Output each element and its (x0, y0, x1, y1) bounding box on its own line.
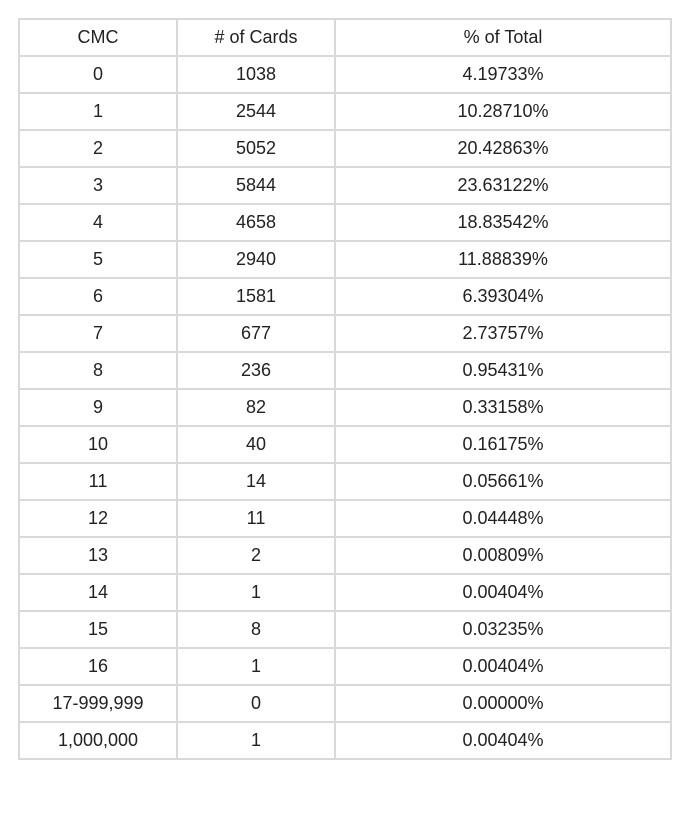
table-body (19, 56, 671, 759)
cell-cmc: 13 (19, 537, 177, 574)
cell-card-count: 1 (177, 722, 335, 759)
cell-percent-total: 0.04448% (335, 500, 671, 537)
cell-cmc: 5 (19, 241, 177, 278)
cell-cmc: 12 (19, 500, 177, 537)
cell-cmc: 1,000,000 (19, 722, 177, 759)
cell-cmc: 4 (19, 204, 177, 241)
cell-card-count: 11 (177, 500, 335, 537)
cell-percent-total: 18.83542% (335, 204, 671, 241)
cell-card-count: 5052 (177, 130, 335, 167)
table-row (19, 648, 671, 685)
table-row (19, 315, 671, 352)
table-row (19, 463, 671, 500)
table-row (19, 278, 671, 315)
cell-percent-total: 0.00404% (335, 722, 671, 759)
cell-card-count: 0 (177, 685, 335, 722)
table-row (19, 574, 671, 611)
header-percent-total: % of Total (335, 19, 671, 56)
table-row (19, 611, 671, 648)
cell-cmc: 14 (19, 574, 177, 611)
table-row (19, 426, 671, 463)
cell-cmc: 7 (19, 315, 177, 352)
table-row (19, 241, 671, 278)
cell-cmc: 6 (19, 278, 177, 315)
cell-cmc: 15 (19, 611, 177, 648)
table-row (19, 352, 671, 389)
table-row (19, 204, 671, 241)
cell-cmc: 11 (19, 463, 177, 500)
cell-card-count: 2544 (177, 93, 335, 130)
cell-card-count: 5844 (177, 167, 335, 204)
table-row (19, 167, 671, 204)
cell-card-count: 1 (177, 648, 335, 685)
cell-percent-total: 0.05661% (335, 463, 671, 500)
cell-cmc: 16 (19, 648, 177, 685)
table-header-row (19, 19, 671, 56)
cell-percent-total: 0.00000% (335, 685, 671, 722)
cell-card-count: 2 (177, 537, 335, 574)
cell-card-count: 14 (177, 463, 335, 500)
cmc-distribution-table (18, 18, 672, 760)
cell-cmc: 0 (19, 56, 177, 93)
data-table-container (18, 18, 672, 760)
cell-card-count: 1 (177, 574, 335, 611)
table-row (19, 389, 671, 426)
cell-card-count: 236 (177, 352, 335, 389)
header-cmc: CMC (19, 19, 177, 56)
table-row (19, 93, 671, 130)
cell-card-count: 82 (177, 389, 335, 426)
cell-percent-total: 4.19733% (335, 56, 671, 93)
cell-cmc: 1 (19, 93, 177, 130)
cell-percent-total: 11.88839% (335, 241, 671, 278)
cell-percent-total: 0.03235% (335, 611, 671, 648)
cell-percent-total: 0.00809% (335, 537, 671, 574)
cell-card-count: 1038 (177, 56, 335, 93)
cell-card-count: 2940 (177, 241, 335, 278)
cell-card-count: 40 (177, 426, 335, 463)
cell-card-count: 8 (177, 611, 335, 648)
table-row (19, 130, 671, 167)
cell-cmc: 10 (19, 426, 177, 463)
cell-percent-total: 20.42863% (335, 130, 671, 167)
cell-cmc: 2 (19, 130, 177, 167)
cell-cmc: 17-999,999 (19, 685, 177, 722)
cell-card-count: 677 (177, 315, 335, 352)
table-row (19, 500, 671, 537)
cell-percent-total: 10.28710% (335, 93, 671, 130)
cell-cmc: 9 (19, 389, 177, 426)
table-row (19, 537, 671, 574)
cell-cmc: 3 (19, 167, 177, 204)
cell-percent-total: 2.73757% (335, 315, 671, 352)
cell-percent-total: 6.39304% (335, 278, 671, 315)
cell-cmc: 8 (19, 352, 177, 389)
cell-card-count: 1581 (177, 278, 335, 315)
cell-card-count: 4658 (177, 204, 335, 241)
cell-percent-total: 0.16175% (335, 426, 671, 463)
table-row (19, 685, 671, 722)
cell-percent-total: 0.00404% (335, 574, 671, 611)
cell-percent-total: 23.63122% (335, 167, 671, 204)
cell-percent-total: 0.33158% (335, 389, 671, 426)
cell-percent-total: 0.00404% (335, 648, 671, 685)
table-row (19, 56, 671, 93)
cell-percent-total: 0.95431% (335, 352, 671, 389)
table-row (19, 722, 671, 759)
header-card-count: # of Cards (177, 19, 335, 56)
